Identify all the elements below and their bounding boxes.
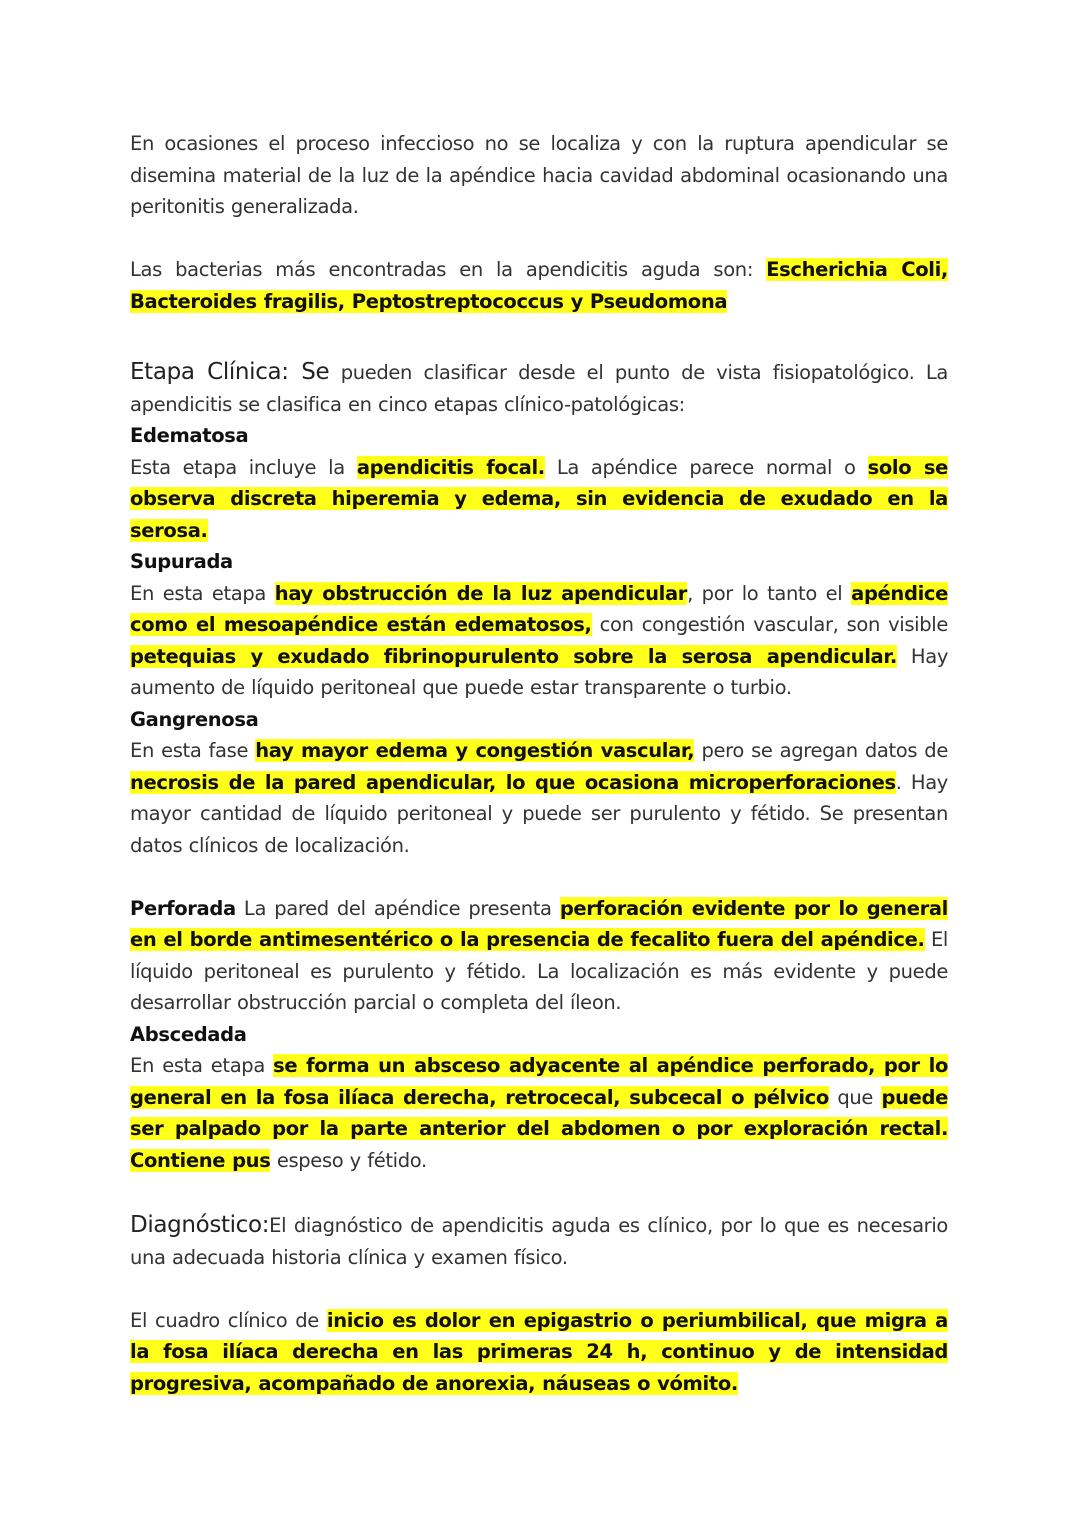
stage-title-gangrenosa: Gangrenosa	[130, 707, 259, 731]
perforada-highlight-1: perforación evidente por lo general en el borde antimesentérico o la presencia de fecalito fuera del apéndice.	[130, 896, 948, 951]
cuadro-highlight-1: inicio es dolor en epigastrio o periumbilical, que migra a la fosa ilíaca derecha en las primeras 24 h, continuo y de intensidad progresiva, acompañado de anorexia, náuseas o vómito.	[130, 1308, 948, 1395]
etapa-clinica-text: pueden clasificar desde el punto de vista fisiopatológico. La apendicitis se clasifica en cinco etapas clínico-patológicas:	[130, 361, 949, 416]
supurada-highlight-3: petequias y exudado fibrinopurulento sobre la serosa apendicular.	[130, 644, 897, 668]
edematosa-text-1: Esta etapa incluye la	[130, 455, 357, 479]
diagnostico-text: El diagnóstico de apendicitis aguda es clínico, por lo que es necesario una adecuada historia clínica y examen físico.	[130, 1214, 948, 1269]
stage-text-supurada	[130, 578, 948, 704]
stage-title-perforada: Perforada	[130, 896, 236, 920]
edematosa-highlight-1: apendicitis focal.	[356, 455, 545, 479]
bacteria-intro: Las bacterias más encontradas en la apendicitis aguda son:	[130, 258, 767, 281]
supurada-highlight-2: apéndice como el mesoapéndice están edematosos,	[130, 581, 948, 636]
stage-text-edematosa	[130, 452, 948, 547]
document-body	[130, 128, 948, 1399]
stage-title-abscedada: Abscedada	[130, 1022, 247, 1046]
paragraph-diagnostico	[130, 1210, 948, 1273]
supurada-text-3: con congestión vascular, son visible	[591, 613, 948, 636]
gangrenosa-highlight-1: hay mayor edema y congestión vascular,	[255, 739, 695, 762]
abscedada-highlight-1: se forma un absceso adyacente al apéndice perforado, por lo general en la fosa ilíaca derecha, retrocecal, subcecal o pélvico	[130, 1054, 948, 1109]
stage-title-edematosa: Edematosa	[130, 424, 249, 447]
stage-text-perforada	[130, 893, 948, 1019]
gangrenosa-text-2: pero se agregan datos de	[694, 739, 948, 762]
paragraph-cuadro-clinico	[130, 1305, 948, 1400]
perforada-text-2: El líquido peritoneal es purulento y fétido. La localización es más evidente y puede desarrollar obstrucción parcial o completa del íleon.	[130, 928, 948, 1014]
stage-text-abscedada	[130, 1050, 948, 1176]
supurada-highlight-1: hay obstrucción de la luz apendicular	[274, 581, 688, 605]
abscedada-text-2: que	[828, 1085, 882, 1109]
supurada-text-1: En esta etapa	[130, 581, 275, 605]
gangrenosa-highlight-2: necrosis de la pared apendicular, lo que ocasiona microperforaciones	[130, 770, 896, 794]
stage-title-supurada: Supurada	[130, 550, 233, 573]
paragraph-bacteria	[130, 254, 948, 317]
abscedada-text-1: En esta etapa	[130, 1054, 274, 1077]
paragraph-etapa-clinica	[130, 357, 948, 420]
cuadro-text-1: El cuadro clínico de	[130, 1308, 327, 1332]
abscedada-highlight-2: puede ser palpado por la parte anterior del abdomen o por exploración rectal. Contiene pus	[130, 1085, 948, 1172]
bacteria-highlight: Escherichia Coli, Bacteroides fragilis, Peptostreptococcus y Pseudomona	[130, 258, 948, 313]
stage-text-gangrenosa	[130, 735, 948, 861]
paragraph-rupture: En ocasiones el proceso infeccioso no se localiza y con la ruptura apendicular se disemina material de la luz de la apéndice hacia cavidad abdominal ocasionando una peritonitis generalizada.	[130, 132, 948, 218]
section-heading-diagnostico: Diagnóstico:	[130, 1212, 270, 1238]
edematosa-text-2: La apéndice parece normal o	[544, 455, 868, 479]
gangrenosa-text-3: . Hay mayor cantidad de líquido peritoneal y puede ser purulento y fétido. Se presentan datos clínicos de localización.	[130, 770, 948, 857]
section-heading-etapa-clinica: Etapa Clínica: Se	[130, 359, 330, 385]
abscedada-text-3: espeso y fétido.	[270, 1148, 427, 1172]
supurada-text-2: , por lo tanto el	[687, 581, 852, 605]
gangrenosa-text-1: En esta fase	[130, 739, 256, 762]
supurada-text-4: Hay aumento de líquido peritoneal que puede estar transparente o turbio.	[130, 644, 949, 699]
edematosa-highlight-2: solo se observa discreta hiperemia y edema, sin evidencia de exudado en la serosa.	[130, 455, 948, 542]
perforada-text-1: La pared del apéndice presenta	[235, 896, 560, 920]
